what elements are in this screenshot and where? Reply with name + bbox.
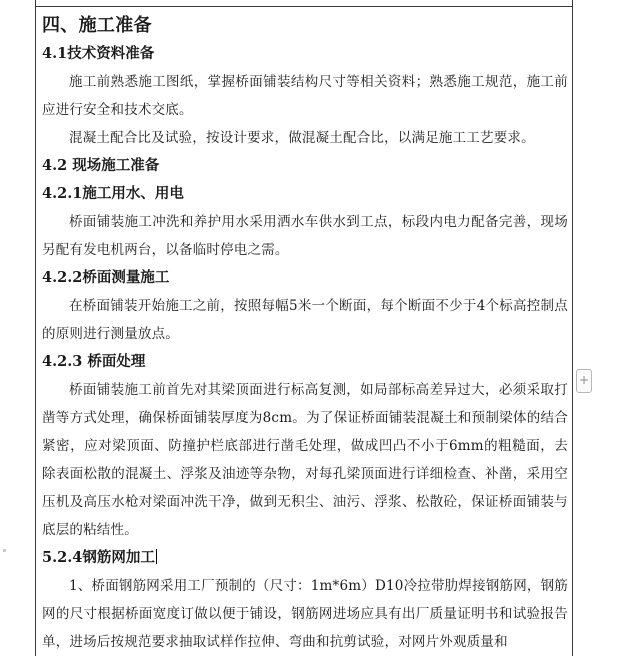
heading-4-2-1: 4.2.1施工用水、用电	[42, 185, 184, 202]
heading-5-2-4-text: 5.2.4钢筋网加工	[42, 549, 155, 566]
heading-4-2: 4.2 现场施工准备	[42, 157, 160, 174]
margin-marker	[3, 549, 6, 552]
table-top-border	[36, 6, 572, 7]
paragraph-deck-treatment: 桥面铺装施工前首先对其梁顶面进行标高复测，如局部标高差异过大，必须采取打凿等方式处理，确保桥面铺装厚度为8cm。为了保证桥面铺装混凝土和预制梁体的结合紧密，应对梁顶面、防撞护栏底部进行凿毛处理，做成凹凸不小于6mm的粗糙面，去除表面松散的混凝土、浮浆及油迹等杂物，对每孔梁顶面进行详细检查、补凿，采用空压机及高压水枪对梁面冲洗干净，做到无积尘、油污、浮浆、松散砼，保证桥面铺装与底层的粘结性。	[42, 382, 568, 538]
document-body[interactable]	[42, 12, 568, 656]
paragraph-rebar-mesh: 1、桥面钢筋网采用工厂预制的（尺寸：1m*6m）D10冷拉带肋焊接钢筋网，钢筋网的尺寸根据桥面宽度订做以便于铺设，钢筋网进场应具有出厂质量证明书和试验报告单，进场后按规范要求抽取试样作拉伸、弯曲和抗剪试验，对网片外观质量和	[42, 578, 568, 650]
document-page	[35, 0, 573, 656]
heading-5-2-4	[42, 544, 568, 572]
heading-4-1: 4.1技术资料准备	[42, 45, 155, 62]
paragraph-mix-ratio: 混凝土配合比及试验，按设计要求，做混凝土配合比，以满足施工工艺要求。	[69, 130, 535, 146]
heading-4-2-3: 4.2.3 桥面处理	[42, 353, 146, 370]
text-cursor	[156, 549, 157, 564]
paragraph-tech-prep: 施工前熟悉施工图纸，掌握桥面铺装结构尺寸等相关资料；熟悉施工规范，施工前应进行安全和技术交底。	[42, 74, 568, 118]
expand-plus-button[interactable]: +	[576, 369, 592, 393]
paragraph-survey: 在桥面铺装开始施工之前，按照每幅5米一个断面，每个断面不少于4个标高控制点的原则进行测量放点。	[42, 298, 568, 342]
section-title: 四、施工准备	[42, 15, 152, 36]
heading-4-2-2: 4.2.2桥面测量施工	[42, 269, 170, 286]
paragraph-water-power: 桥面铺装施工冲洗和养护用水采用洒水车供水到工点，标段内电力配备完善，现场另配有发电机两台，以备临时停电之需。	[42, 214, 568, 258]
